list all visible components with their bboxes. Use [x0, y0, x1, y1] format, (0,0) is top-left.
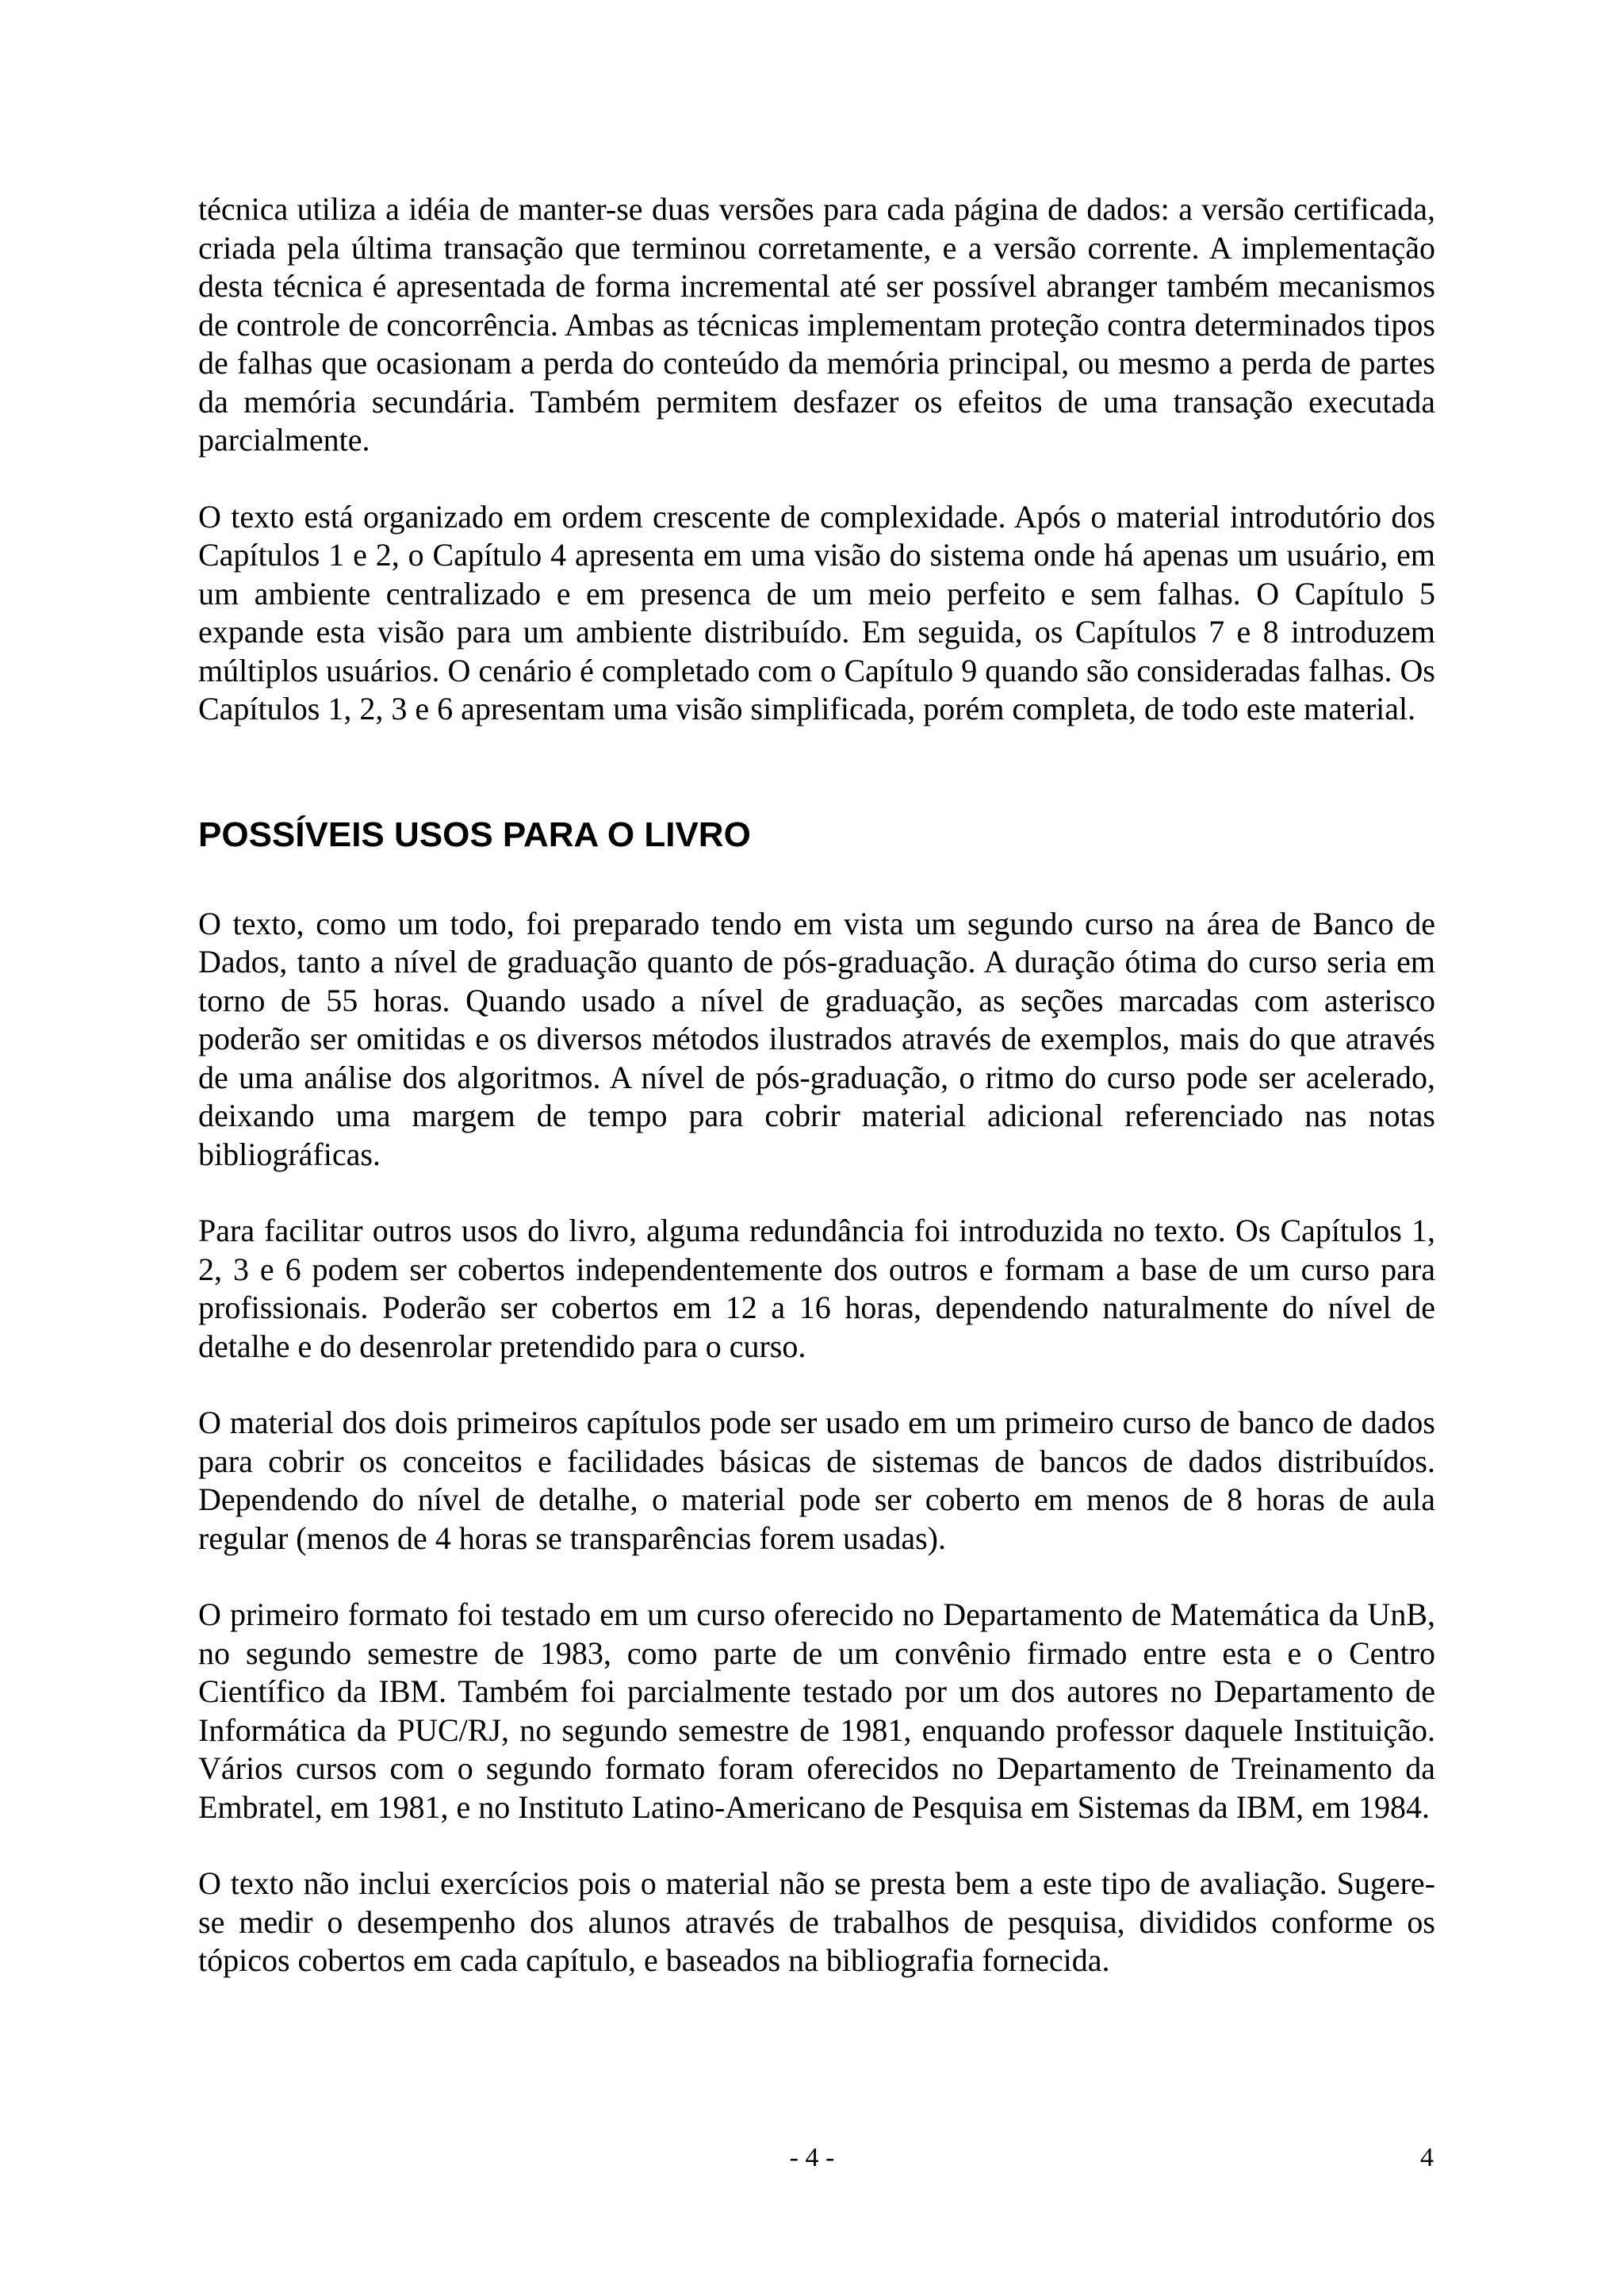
paragraph-testing: O primeiro formato foi testado em um curso oferecido no Departamento de Matemática da UnB, no segundo semestre de 1983, como parte de um convênio firmado entre esta e o Centro Científico da IBM. Também foi parcialmente testado por um dos autores no Departamento de Informática da PUC/RJ, no segundo semestre de 1981, enquando professor daquele Instituição. Vários cursos com o segundo formato foram oferecidos no Departamento de Treinamento da Embratel, em 1981, e no Instituto Latino-Americano de Pesquisa em Sistemas da IBM, em 1984.: [198, 1596, 1435, 1825]
page-number-center: - 4 -: [789, 2143, 835, 2172]
page-number-right: 4: [1420, 2143, 1434, 2172]
section-heading: POSSÍVEIS USOS PARA O LIVRO: [198, 815, 751, 854]
paragraph-organization: O texto está organizado em ordem crescente de complexidade. Após o material introdutório dos Capítulos 1 e 2, o Capítulo 4 apresenta em uma visão do sistema onde há apenas um usuário, em um ambiente centralizado e em presenca de um meio perfeito e sem falhas. O Capítulo 5 expande esta visão para um ambiente distribuído. Em seguida, os Capítulos 7 e 8 introduzem múltiplos usuários. O cenário é completado com o Capítulo 9 quando são consideradas falhas. Os Capítulos 1, 2, 3 e 6 apresentam uma visão simplificada, porém completa, de todo este material.: [198, 498, 1435, 726]
paragraph-exercises: O texto não inclui exercícios pois o material não se presta bem a este tipo de avaliação. Sugere-se medir o desempenho dos alunos através de trabalhos de pesquisa, divididos conforme os tópicos cobertos em cada capítulo, e baseados na bibliografia fornecida.: [198, 1865, 1435, 1978]
paragraph-course-use: O texto, como um todo, foi preparado tendo em vista um segundo curso na área de Banco de Dados, tanto a nível de graduação quanto de pós-graduação. A duração ótima do curso seria em torno de 55 horas. Quando usado a nível de graduação, as seções marcadas com asterisco poderão ser omitidas e os diversos métodos ilustrados através de exemplos, mais do que através de uma análise dos algoritmos. A nível de pós-graduação, o ritmo do curso pode ser acelerado, deixando uma margem de tempo para cobrir material adicional referenciado nas notas bibliográficas.: [198, 905, 1435, 1172]
paragraph-other-uses: Para facilitar outros usos do livro, alguma redundância foi introduzida no texto. Os Capítulos 1, 2, 3 e 6 podem ser cobertos independentemente dos outros e formam a base de um curso para profissionais. Poderão ser cobertos em 12 a 16 horas, dependendo naturalmente do nível de detalhe e do desenrolar pretendido para o curso.: [198, 1213, 1435, 1364]
paragraph-first-chapters: O material dos dois primeiros capítulos pode ser usado em um primeiro curso de banco de dados para cobrir os conceitos e facilidades básicas de sistemas de bancos de dados distribuídos. Dependendo do nível de detalhe, o material pode ser coberto em menos de 8 horas de aula regular (menos de 4 horas se transparências forem usadas).: [198, 1405, 1435, 1556]
document-page: [198, 190, 1435, 2018]
paragraph-techniques: técnica utiliza a idéia de manter-se duas versões para cada página de dados: a versão certificada, criada pela última transação que terminou corretamente, e a versão corrente. A implementação desta técnica é apresentada de forma incremental até ser possível abranger também mecanismos de controle de concorrência. Ambas as técnicas implementam proteção contra determinados tipos de falhas que ocasionam a perda do conteúdo da memória principal, ou mesmo a perda de partes da memória secundária. Também permitem desfazer os efeitos de uma transação executada parcialmente.: [198, 191, 1435, 458]
